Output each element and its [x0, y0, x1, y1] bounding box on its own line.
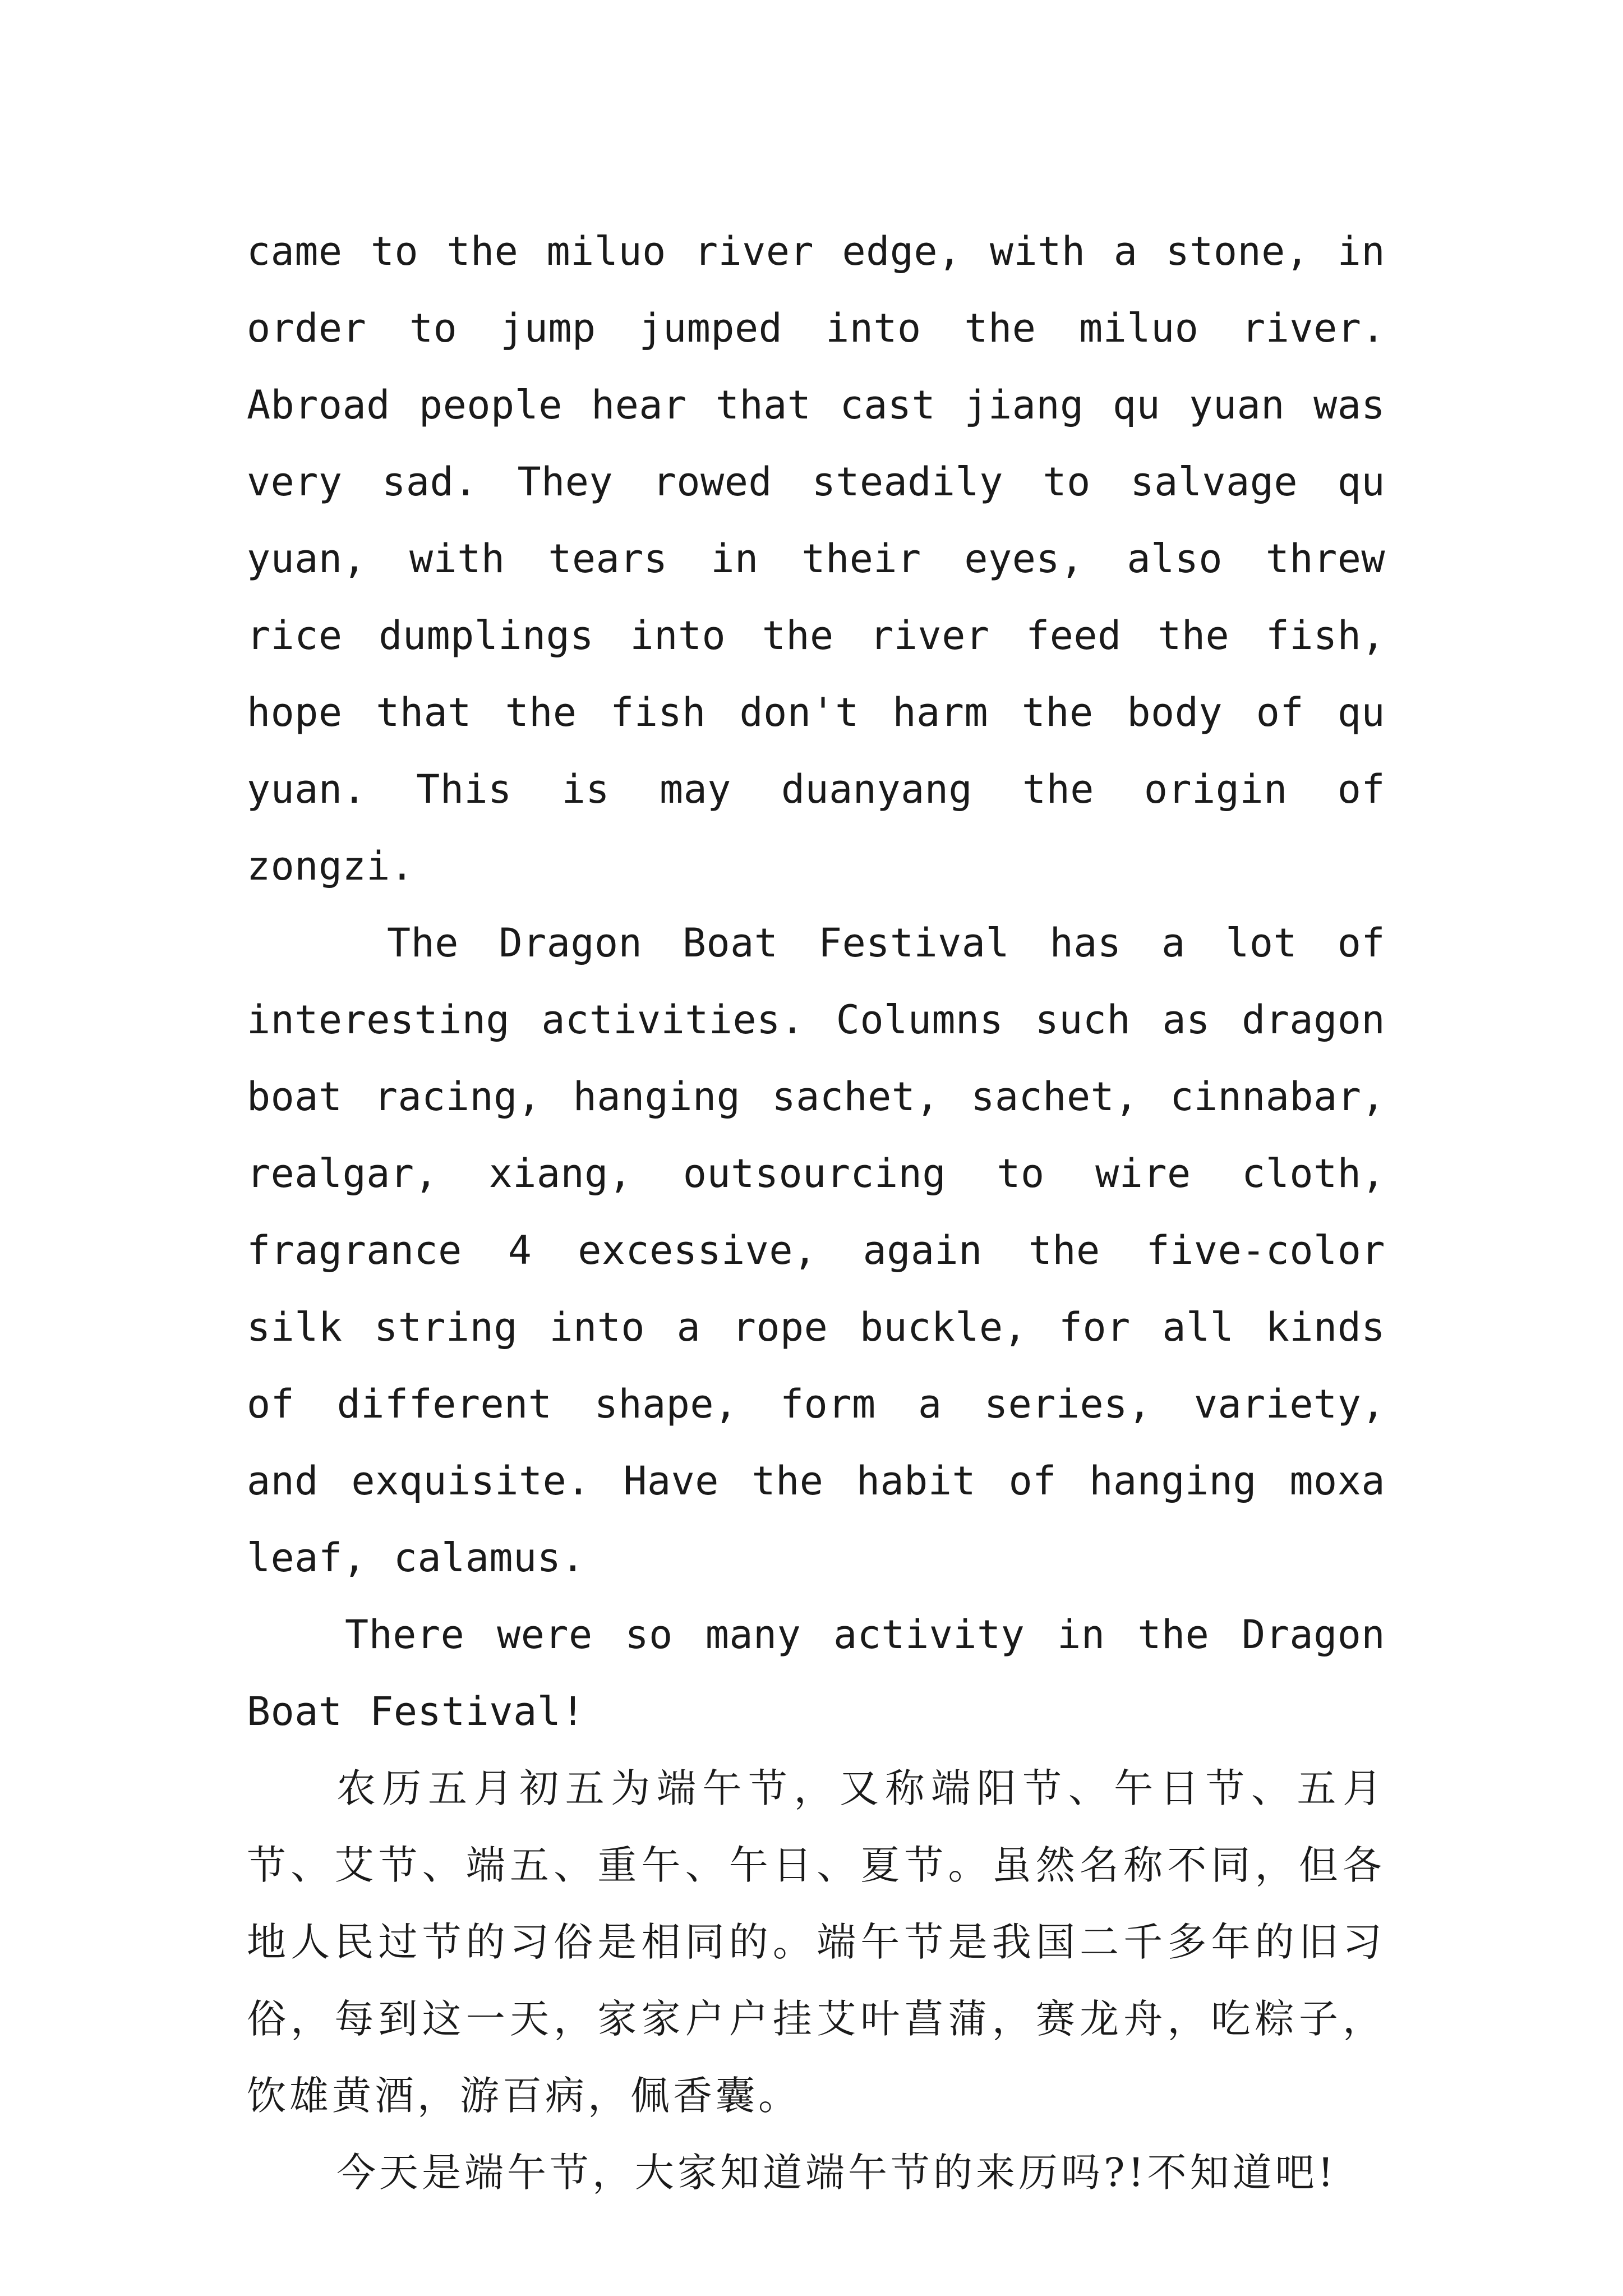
paragraph-qu-yuan-origin: came to the miluo river edge, with a stone, in order to jump jumped into the miluo river. Abroad people hear that cast jiang qu yuan was very sad. They rowed steadily to salvage qu yuan, with tears in their eyes, also threw rice dumplings into the river feed the fish, hope that the fish don't harm the body of qu yuan. This is may duanyang the origin of zongzi.: [247, 228, 1385, 889]
paragraph-chinese-customs: 农历五月初五为端午节，又称端阳节、午日节、五月节、艾节、端五、重午、午日、夏节。虽然名称不同，但各地人民过节的习俗是相同的。端午节是我国二千多年的旧习俗，每到这一天，家家户户挂艾叶菖蒲，赛龙舟，吃粽子，饮雄黄酒，游百病，佩香囊。: [247, 1765, 1385, 2119]
document-body: [247, 213, 1385, 2211]
paragraph-activity-summary: There were so many activity in the Dragon Boat Festival!: [247, 1612, 1385, 1734]
paragraph-festival-activities: The Dragon Boat Festival has a lot of interesting activities. Columns such as dragon boat racing, hanging sachet, sachet, cinnabar, realgar, xiang, outsourcing to wire cloth, fragrance 4 excessive, again the five-color silk string into a rope buckle, for all kinds of different shape, form a series, variety, and exquisite. Have the habit of hanging moxa leaf, calamus.: [247, 920, 1385, 1581]
paragraph-chinese-question: 今天是端午节，大家知道端午节的来历吗?!不知道吧!: [336, 2150, 1337, 2196]
